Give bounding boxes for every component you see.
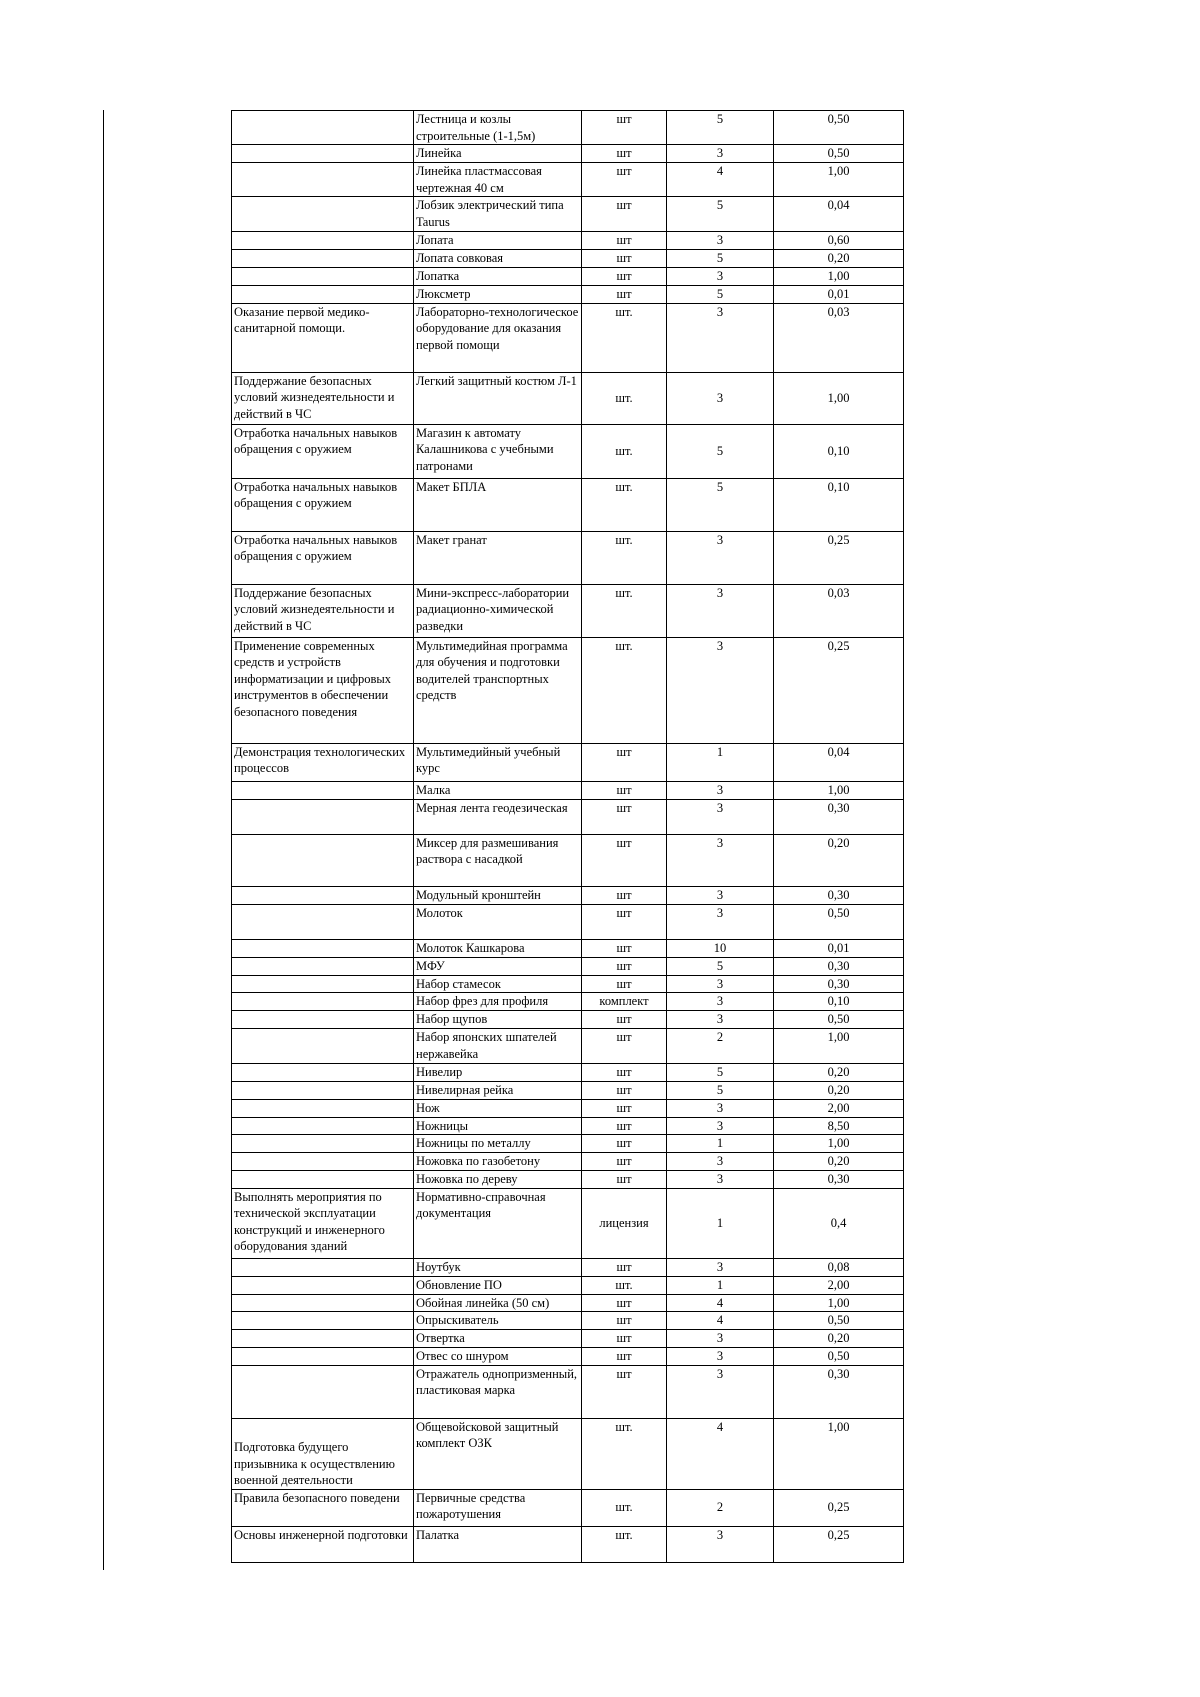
norm-cell: 2,00 [774, 1099, 904, 1117]
quantity-cell: 3 [667, 145, 774, 163]
norm-cell: 8,50 [774, 1117, 904, 1135]
activity-cell [232, 1099, 414, 1117]
unit-cell: лицензия [582, 1188, 667, 1258]
table-row [232, 1348, 904, 1366]
norm-cell: 0,20 [774, 250, 904, 268]
table-row [232, 1029, 904, 1064]
item-name-cell: Мультимедийный учебный курс [414, 743, 582, 781]
norm-cell: 0,50 [774, 145, 904, 163]
unit-cell: шт [582, 904, 667, 939]
item-name-cell: Нивелирная рейка [414, 1081, 582, 1099]
item-name-cell: Мерная лента геодезическая [414, 799, 582, 834]
unit-cell: шт. [582, 1489, 667, 1526]
equipment-table-body [232, 111, 904, 1563]
unit-cell: шт [582, 957, 667, 975]
norm-cell: 1,00 [774, 1294, 904, 1312]
activity-cell [232, 993, 414, 1011]
norm-cell: 0,30 [774, 1365, 904, 1418]
item-name-cell: Лопата [414, 232, 582, 250]
quantity-cell: 3 [667, 799, 774, 834]
table-row [232, 1153, 904, 1171]
table-row [232, 1312, 904, 1330]
activity-cell: Правила безопасного поведени [232, 1489, 414, 1526]
activity-cell [232, 163, 414, 197]
unit-cell: шт [582, 834, 667, 886]
activity-cell [232, 1294, 414, 1312]
item-name-cell: Макет гранат [414, 531, 582, 584]
quantity-cell: 3 [667, 1171, 774, 1189]
quantity-cell: 5 [667, 957, 774, 975]
item-name-cell: Ножницы по металлу [414, 1135, 582, 1153]
item-name-cell: Набор стамесок [414, 975, 582, 993]
quantity-cell: 5 [667, 286, 774, 304]
item-name-cell: Ножовка по газобетону [414, 1153, 582, 1171]
unit-cell: шт [582, 1330, 667, 1348]
unit-cell: шт [582, 197, 667, 232]
item-name-cell: Ножницы [414, 1117, 582, 1135]
table-row [232, 232, 904, 250]
quantity-cell: 3 [667, 886, 774, 904]
unit-cell: шт [582, 939, 667, 957]
table-row [232, 1117, 904, 1135]
table-row [232, 250, 904, 268]
activity-cell [232, 781, 414, 799]
quantity-cell: 3 [667, 834, 774, 886]
quantity-cell: 5 [667, 197, 774, 232]
quantity-cell: 3 [667, 993, 774, 1011]
table-row [232, 957, 904, 975]
item-name-cell: Магазин к автомату Калашникова с учебными патронами [414, 424, 582, 478]
unit-cell: шт [582, 781, 667, 799]
activity-cell: Поддержание безопасных условий жизнедеятельности и действий в ЧС [232, 372, 414, 424]
norm-cell: 0,50 [774, 1011, 904, 1029]
item-name-cell: Лабораторно-технологическое оборудование для оказания первой помощи [414, 303, 582, 372]
activity-cell [232, 1081, 414, 1099]
unit-cell: шт [582, 1081, 667, 1099]
activity-cell: Отработка начальных навыков обращения с оружием [232, 478, 414, 531]
norm-cell: 0,20 [774, 1153, 904, 1171]
norm-cell: 1,00 [774, 1029, 904, 1064]
norm-cell: 0,50 [774, 1312, 904, 1330]
quantity-cell: 3 [667, 1099, 774, 1117]
unit-cell: шт [582, 1153, 667, 1171]
unit-cell: шт [582, 268, 667, 286]
norm-cell: 0,20 [774, 834, 904, 886]
norm-cell: 0,30 [774, 975, 904, 993]
norm-cell: 1,00 [774, 268, 904, 286]
unit-cell: шт [582, 886, 667, 904]
quantity-cell: 3 [667, 232, 774, 250]
activity-cell [232, 1365, 414, 1418]
item-name-cell: Отвертка [414, 1330, 582, 1348]
quantity-cell: 3 [667, 781, 774, 799]
norm-cell: 0,10 [774, 424, 904, 478]
table-row [232, 1418, 904, 1489]
quantity-cell: 5 [667, 478, 774, 531]
activity-cell: Основы инженерной подготовки [232, 1526, 414, 1562]
unit-cell: шт [582, 799, 667, 834]
quantity-cell: 3 [667, 904, 774, 939]
unit-cell: шт [582, 250, 667, 268]
unit-cell: шт. [582, 372, 667, 424]
activity-cell: Выполнять мероприятия по технической эксплуатации конструкций и инженерного оборудования зданий [232, 1188, 414, 1258]
table-row [232, 1330, 904, 1348]
activity-cell [232, 268, 414, 286]
table-row [232, 584, 904, 637]
quantity-cell: 4 [667, 1294, 774, 1312]
item-name-cell: Модульный кронштейн [414, 886, 582, 904]
activity-cell: Демонстрация технологических процессов [232, 743, 414, 781]
table-row [232, 1188, 904, 1258]
unit-cell: шт [582, 111, 667, 145]
unit-cell: шт [582, 1099, 667, 1117]
activity-cell: Поддержание безопасных условий жизнедеятельности и действий в ЧС [232, 584, 414, 637]
norm-cell: 0,10 [774, 478, 904, 531]
activity-cell [232, 799, 414, 834]
item-name-cell: Набор японских шпателей нержавейка [414, 1029, 582, 1064]
unit-cell: шт. [582, 303, 667, 372]
table-row [232, 1081, 904, 1099]
unit-cell: шт. [582, 1526, 667, 1562]
unit-cell: шт [582, 145, 667, 163]
unit-cell: шт [582, 1312, 667, 1330]
item-name-cell: Общевойсковой защитный комплект ОЗК [414, 1418, 582, 1489]
item-name-cell: Молоток [414, 904, 582, 939]
norm-cell: 0,50 [774, 1348, 904, 1366]
table-row [232, 939, 904, 957]
activity-cell [232, 1117, 414, 1135]
left-margin-line [103, 110, 104, 1570]
unit-cell: шт. [582, 424, 667, 478]
norm-cell: 0,01 [774, 939, 904, 957]
norm-cell: 1,00 [774, 1418, 904, 1489]
norm-cell: 0,04 [774, 743, 904, 781]
activity-cell [232, 1011, 414, 1029]
norm-cell: 0,30 [774, 799, 904, 834]
norm-cell: 0,30 [774, 886, 904, 904]
item-name-cell: Люксметр [414, 286, 582, 304]
table-row [232, 993, 904, 1011]
activity-cell [232, 286, 414, 304]
unit-cell: шт [582, 1064, 667, 1082]
item-name-cell: Обновление ПО [414, 1276, 582, 1294]
norm-cell: 0,4 [774, 1188, 904, 1258]
item-name-cell: Миксер для размешивания раствора с насадкой [414, 834, 582, 886]
activity-cell [232, 1258, 414, 1276]
unit-cell: шт [582, 286, 667, 304]
activity-cell [232, 111, 414, 145]
quantity-cell: 3 [667, 584, 774, 637]
quantity-cell: 1 [667, 1135, 774, 1153]
unit-cell: шт. [582, 584, 667, 637]
item-name-cell: Палатка [414, 1526, 582, 1562]
unit-cell: шт [582, 1029, 667, 1064]
norm-cell: 1,00 [774, 1135, 904, 1153]
quantity-cell: 3 [667, 975, 774, 993]
table-row [232, 531, 904, 584]
norm-cell: 0,25 [774, 637, 904, 743]
quantity-cell: 3 [667, 637, 774, 743]
norm-cell: 0,01 [774, 286, 904, 304]
activity-cell: Применение современных средств и устройств информатизации и цифровых инструментов в обеспечении безопасного поведения [232, 637, 414, 743]
table-row [232, 1276, 904, 1294]
quantity-cell: 3 [667, 1258, 774, 1276]
unit-cell: шт. [582, 478, 667, 531]
activity-cell [232, 975, 414, 993]
activity-cell [232, 939, 414, 957]
item-name-cell: Малка [414, 781, 582, 799]
item-name-cell: Набор щупов [414, 1011, 582, 1029]
unit-cell: шт [582, 163, 667, 197]
item-name-cell: Ножовка по дереву [414, 1171, 582, 1189]
activity-cell [232, 1312, 414, 1330]
activity-cell: Отработка начальных навыков обращения с оружием [232, 424, 414, 478]
norm-cell: 0,03 [774, 303, 904, 372]
table-row [232, 904, 904, 939]
quantity-cell: 3 [667, 1011, 774, 1029]
item-name-cell: Нивелир [414, 1064, 582, 1082]
activity-cell [232, 232, 414, 250]
item-name-cell: Опрыскиватель [414, 1312, 582, 1330]
quantity-cell: 2 [667, 1029, 774, 1064]
table-row [232, 303, 904, 372]
item-name-cell: Первичные средства пожаротушения [414, 1489, 582, 1526]
unit-cell: комплект [582, 993, 667, 1011]
unit-cell: шт. [582, 1418, 667, 1489]
activity-cell [232, 250, 414, 268]
norm-cell: 2,00 [774, 1276, 904, 1294]
unit-cell: шт. [582, 637, 667, 743]
quantity-cell: 3 [667, 1526, 774, 1562]
table-row [232, 197, 904, 232]
quantity-cell: 5 [667, 250, 774, 268]
unit-cell: шт [582, 1117, 667, 1135]
norm-cell: 0,03 [774, 584, 904, 637]
quantity-cell: 3 [667, 1365, 774, 1418]
activity-cell [232, 1135, 414, 1153]
norm-cell: 0,60 [774, 232, 904, 250]
unit-cell: шт [582, 975, 667, 993]
item-name-cell: Отражатель однопризменный, пластиковая марка [414, 1365, 582, 1418]
table-row [232, 1294, 904, 1312]
item-name-cell: Лестница и козлы строительные (1-1,5м) [414, 111, 582, 145]
table-row [232, 1064, 904, 1082]
item-name-cell: Мини-экспресс-лаборатории радиационно-химической разведки [414, 584, 582, 637]
unit-cell: шт [582, 1171, 667, 1189]
norm-cell: 0,20 [774, 1064, 904, 1082]
norm-cell: 1,00 [774, 372, 904, 424]
item-name-cell: Нож [414, 1099, 582, 1117]
quantity-cell: 3 [667, 303, 774, 372]
activity-cell [232, 1029, 414, 1064]
activity-cell [232, 886, 414, 904]
item-name-cell: Ноутбук [414, 1258, 582, 1276]
unit-cell: шт [582, 1294, 667, 1312]
quantity-cell: 1 [667, 1188, 774, 1258]
unit-cell: шт [582, 1365, 667, 1418]
activity-cell [232, 957, 414, 975]
quantity-cell: 3 [667, 1330, 774, 1348]
quantity-cell: 3 [667, 372, 774, 424]
norm-cell: 0,20 [774, 1330, 904, 1348]
unit-cell: шт [582, 1348, 667, 1366]
item-name-cell: МФУ [414, 957, 582, 975]
activity-cell [232, 1276, 414, 1294]
table-row [232, 286, 904, 304]
quantity-cell: 4 [667, 1312, 774, 1330]
item-name-cell: Молоток Кашкарова [414, 939, 582, 957]
item-name-cell: Нормативно-справочная документация [414, 1188, 582, 1258]
quantity-cell: 4 [667, 1418, 774, 1489]
table-row [232, 1135, 904, 1153]
norm-cell: 0,30 [774, 957, 904, 975]
quantity-cell: 4 [667, 163, 774, 197]
activity-cell [232, 1064, 414, 1082]
item-name-cell: Линейка пластмассовая чертежная 40 см [414, 163, 582, 197]
unit-cell: шт. [582, 1276, 667, 1294]
table-row [232, 478, 904, 531]
quantity-cell: 5 [667, 1064, 774, 1082]
norm-cell: 0,30 [774, 1171, 904, 1189]
norm-cell: 0,50 [774, 111, 904, 145]
quantity-cell: 1 [667, 1276, 774, 1294]
activity-cell [232, 834, 414, 886]
equipment-table [231, 110, 904, 1563]
table-row [232, 1365, 904, 1418]
quantity-cell: 3 [667, 1348, 774, 1366]
quantity-cell: 10 [667, 939, 774, 957]
activity-cell: Подготовка будущего призывника к осуществлению военной деятельности [232, 1418, 414, 1489]
activity-cell [232, 1348, 414, 1366]
item-name-cell: Набор фрез для профиля [414, 993, 582, 1011]
quantity-cell: 2 [667, 1489, 774, 1526]
table-row [232, 799, 904, 834]
norm-cell: 0,25 [774, 531, 904, 584]
quantity-cell: 1 [667, 743, 774, 781]
norm-cell: 0,10 [774, 993, 904, 1011]
activity-cell: Оказание первой медико-санитарной помощи. [232, 303, 414, 372]
item-name-cell: Мультимедийная программа для обучения и подготовки водителей транспортных средств [414, 637, 582, 743]
table-row [232, 1171, 904, 1189]
quantity-cell: 5 [667, 424, 774, 478]
table-row [232, 886, 904, 904]
unit-cell: шт [582, 1135, 667, 1153]
quantity-cell: 5 [667, 111, 774, 145]
table-row [232, 111, 904, 145]
norm-cell: 0,08 [774, 1258, 904, 1276]
unit-cell: шт [582, 232, 667, 250]
table-row [232, 1526, 904, 1562]
activity-cell [232, 1330, 414, 1348]
table-row [232, 1099, 904, 1117]
table-row [232, 145, 904, 163]
activity-cell [232, 904, 414, 939]
table-row [232, 1489, 904, 1526]
norm-cell: 0,50 [774, 904, 904, 939]
table-row [232, 743, 904, 781]
activity-cell [232, 145, 414, 163]
table-row [232, 834, 904, 886]
unit-cell: шт [582, 1258, 667, 1276]
item-name-cell: Лопатка [414, 268, 582, 286]
unit-cell: шт [582, 743, 667, 781]
unit-cell: шт [582, 1011, 667, 1029]
norm-cell: 0,04 [774, 197, 904, 232]
activity-cell: Отработка начальных навыков обращения с оружием [232, 531, 414, 584]
quantity-cell: 3 [667, 531, 774, 584]
table-row [232, 637, 904, 743]
item-name-cell: Линейка [414, 145, 582, 163]
table-row [232, 268, 904, 286]
item-name-cell: Обойная линейка (50 см) [414, 1294, 582, 1312]
item-name-cell: Лобзик электрический типа Taurus [414, 197, 582, 232]
quantity-cell: 3 [667, 1153, 774, 1171]
norm-cell: 0,25 [774, 1489, 904, 1526]
activity-cell [232, 197, 414, 232]
item-name-cell: Отвес со шнуром [414, 1348, 582, 1366]
table-row [232, 1011, 904, 1029]
norm-cell: 1,00 [774, 163, 904, 197]
activity-cell [232, 1153, 414, 1171]
item-name-cell: Легкий защитный костюм Л-1 [414, 372, 582, 424]
table-row [232, 1258, 904, 1276]
table-row [232, 372, 904, 424]
activity-cell [232, 1171, 414, 1189]
norm-cell: 0,20 [774, 1081, 904, 1099]
norm-cell: 0,25 [774, 1526, 904, 1562]
table-row [232, 975, 904, 993]
table-row [232, 424, 904, 478]
item-name-cell: Макет БПЛА [414, 478, 582, 531]
unit-cell: шт. [582, 531, 667, 584]
quantity-cell: 3 [667, 1117, 774, 1135]
quantity-cell: 3 [667, 268, 774, 286]
norm-cell: 1,00 [774, 781, 904, 799]
item-name-cell: Лопата совковая [414, 250, 582, 268]
quantity-cell: 5 [667, 1081, 774, 1099]
table-row [232, 781, 904, 799]
table-row [232, 163, 904, 197]
